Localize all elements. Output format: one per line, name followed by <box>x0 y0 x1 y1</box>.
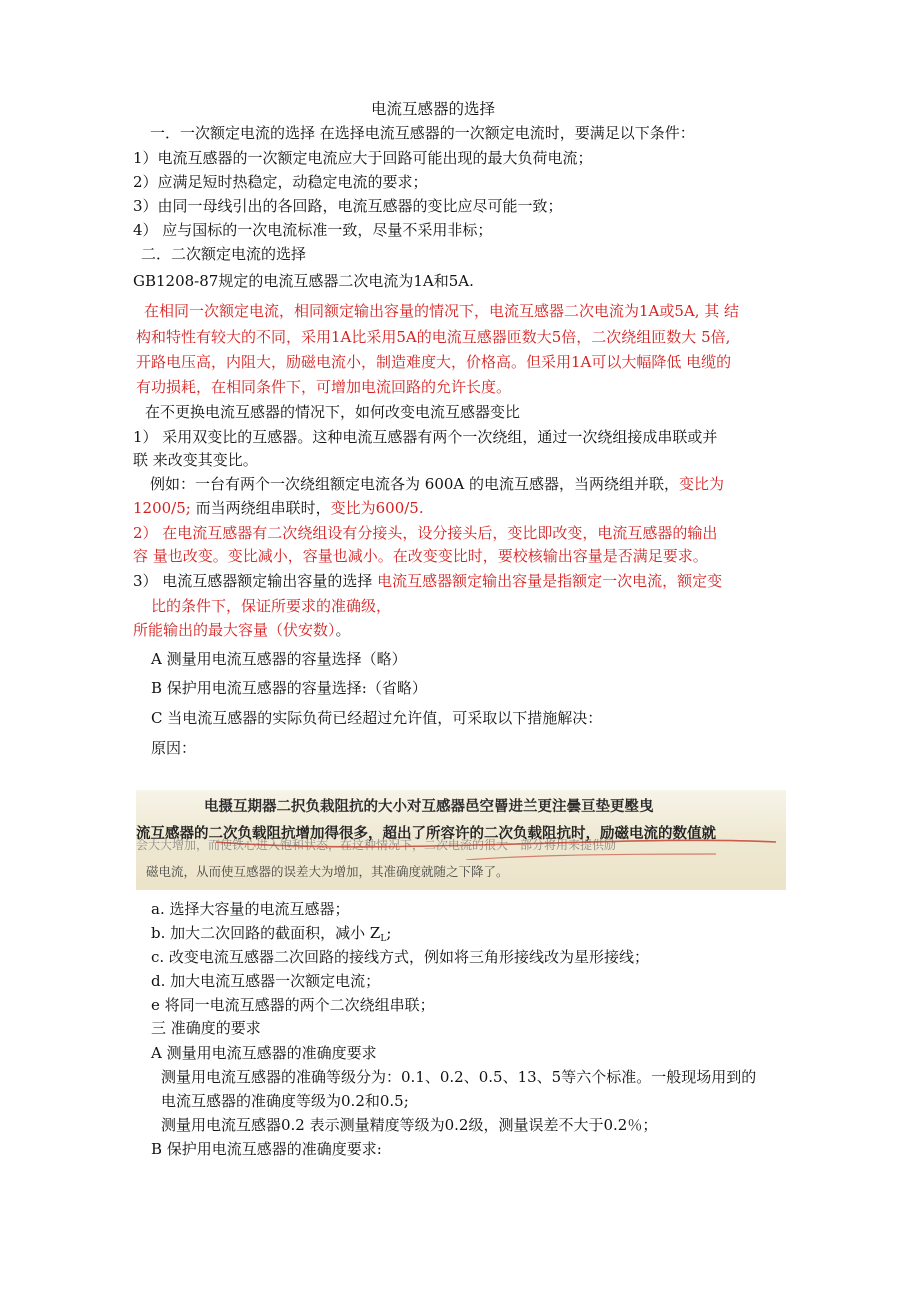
red-paragraph-line: 容 量也改变。变比减小，容量也减小。在改变变比时，要校核输出容量是否满足要求。 <box>133 547 708 565</box>
example-text: 例如：一台有两个一次绕组额定电流各为 600A 的电流互感器，当两绕组并联， <box>150 475 680 493</box>
subheading: B 保护用电流互感器的准确度要求: <box>151 1140 382 1158</box>
scan-line: 磁电流，从而使互感器的误差大为增加，其准确度就随之下降了。 <box>146 864 509 879</box>
paragraph-line: 在不更换电流互感器的情况下，如何改变电流互感器变比 <box>145 403 521 421</box>
list-item: e 将同一电流互感器的两个二次绕组串联； <box>151 996 435 1014</box>
example-line-2 <box>133 498 424 518</box>
red-paragraph-line: 有功损耗，在相同条件下，可增加电流回路的允许长度。 <box>136 378 512 396</box>
document-title: 电流互感器的选择 <box>371 100 496 118</box>
list-item: 4） 应与国标的一次电流标准一致，尽量不采用非标； <box>133 221 493 239</box>
list-item: 3）由同一母线引出的各回路，电流互感器的变比应尽可能一致； <box>133 197 563 215</box>
section-3-heading: 三 准确度的要求 <box>151 1019 261 1037</box>
red-paragraph-line: 比的条件下，保证所要求的准确级， <box>151 597 392 615</box>
list-item: c. 改变电流互感器二次回路的接线方式，例如将三角形接线改为星形接线； <box>151 948 649 966</box>
ratio-600: 变比为600/5. <box>330 499 424 517</box>
list-item: 1）电流互感器的一次额定电流应大于回路可能出现的最大负荷电流； <box>133 149 593 167</box>
scan-line: 流互感器的二次负载阻抗增加得很多，超出了所容许的二次负载阻抗时，励磁电流的数值就 <box>136 826 716 842</box>
paragraph-line: A 测量用电流互感器的容量选择（略） <box>151 650 407 668</box>
list-item: 1） 采用双变比的互感器。这种电流互感器有两个一次绕组，通过一次绕组接成串联或并 <box>133 428 718 446</box>
red-list-item: 2） 在电流互感器有二次绕组设有分接头，设分接头后，变比即改变，电流互感器的输出 <box>133 524 718 542</box>
subheading: A 测量用电流互感器的准确度要求 <box>151 1044 377 1062</box>
period: 。 <box>335 621 351 639</box>
item-3-red-text: 电流互感器额定输出容量是指额定一次电流，额定变 <box>377 572 723 590</box>
example-ratio-text: 变比为 <box>679 475 725 493</box>
scanned-excerpt-image <box>136 790 786 890</box>
scan-line: 电摄互期器二択负栽阻抗的大小对互感器邑空罾进兰更注曇亘垫更壂曳 <box>204 799 654 815</box>
ratio-1200: 1200/5; <box>133 499 191 517</box>
paragraph-line <box>133 620 351 640</box>
list-item: d. 加大电流互感器一次额定电流； <box>151 972 381 990</box>
paragraph-line: 电流互感器的准确度等级为0.2和0.5; <box>161 1092 409 1110</box>
paragraph-line: 测量用电流互感器的准确等级分为：0.1、0.2、0.5、13、5等六个标准。一般现场用到的 <box>161 1068 757 1086</box>
max-capacity-text: 所能输出的最大容量（伏安数） <box>133 621 336 639</box>
paragraph-line: GB1208-87规定的电流互感器二次电流为1A和5A. <box>133 272 474 290</box>
example-line <box>150 474 724 494</box>
red-paragraph-line: 在相同一次额定电流，相同额定输出容量的情况下，电流互感器二次电流为1A或5A, 其 结 <box>144 302 740 320</box>
item-b-text: b. 加大二次回路的截面积，减小 Z <box>151 924 381 942</box>
red-paragraph-line: 构和特性有较大的不同，采用1A比采用5A的电流互感器匝数大5倍，二次绕组匝数大 5倍, <box>136 328 731 346</box>
list-item: a. 选择大容量的电流互感器； <box>151 900 350 918</box>
paragraph-line: C 当电流互感器的实际负荷已经超过允许值，可采取以下措施解决： <box>151 709 603 727</box>
section-2-heading: 二．二次额定电流的选择 <box>141 245 307 263</box>
paragraph-line: 测量用电流互感器0.2 表示测量精度等级为0.2级，测量误差不大于0.2％； <box>161 1116 658 1134</box>
series-text: 而当两绕组串联时， <box>190 499 331 517</box>
list-item: 2）应满足短时热稳定，动稳定电流的要求； <box>133 173 428 191</box>
red-paragraph-line: 开路电压高，内阻大，励磁电流小，制造难度大，价格高。但采用1A可以大幅降低 电缆的 <box>136 353 732 371</box>
subscript-l: L <box>380 934 387 944</box>
handwritten-underline-icon <box>136 820 786 860</box>
list-item <box>151 923 391 949</box>
paragraph-line: 联 来改变其变比。 <box>133 451 258 469</box>
item-b-end: ; <box>386 924 392 942</box>
list-item <box>133 571 722 591</box>
item-3-text: 3） 电流互感器额定输出容量的选择 <box>133 572 378 590</box>
scan-line: 会大大增加，而使铁心进入饱和状态，在这种情况下，二次电流的很大一部分将用来提供励 <box>136 838 617 852</box>
paragraph-line: B 保护用电流互感器的容量选择:（省略） <box>151 679 427 697</box>
paragraph-line: 原因： <box>151 739 197 757</box>
section-1-heading: 一．一次额定电流的选择 在选择电流互感器的一次额定电流时，要满足以下条件： <box>150 124 695 142</box>
